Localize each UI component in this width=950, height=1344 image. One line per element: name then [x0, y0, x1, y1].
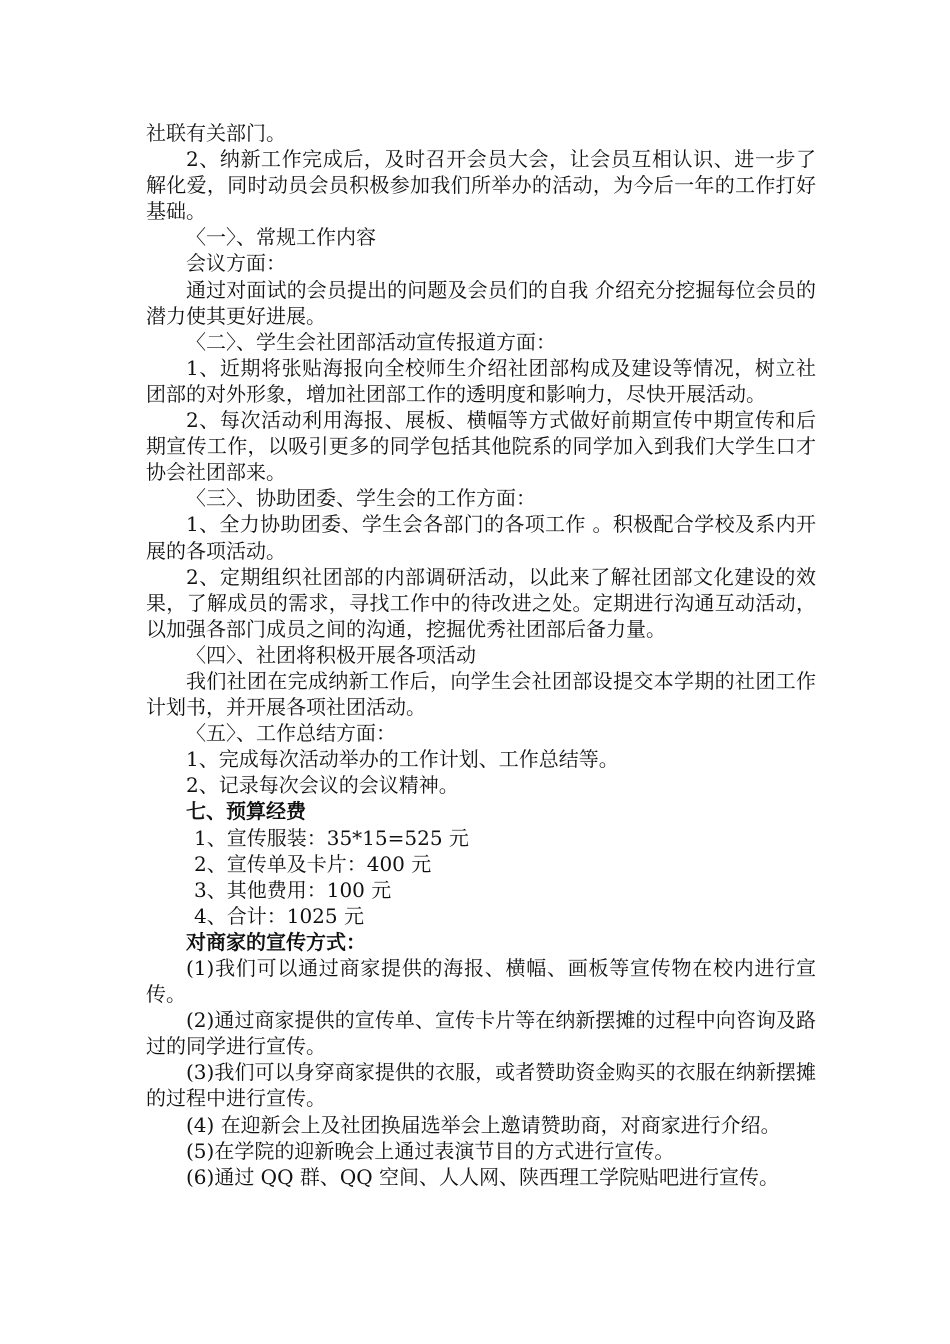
list-item: (6)通过 QQ 群、QQ 空间、人人网、陕西理工学院贴吧进行宣传。 [186, 1164, 779, 1189]
list-item: (1)我们可以通过商家提供的海报、横幅、画板等宣传物在校内进行宣传。 [146, 956, 816, 1007]
paragraph: 2、纳新工作完成后，及时召开会员大会，让会员互相认识、进一步了解化爱，同时动员会员积极参加我们所举办的活动，为今后一年的工作打好基础。 [146, 147, 816, 224]
paragraph: 1、近期将张贴海报向全校师生介绍社团部构成及建设等情况，树立社团部的对外形象，增加社团部工作的透明度和影响力，尽快开展活动。 [146, 355, 816, 406]
list-item: (4) 在迎新会上及社团换届选举会上邀请赞助商，对商家进行介绍。 [186, 1112, 781, 1137]
paragraph: 社联有关部门。 [146, 121, 286, 145]
budget-item: 1、宣传服装：35*15=525 元 [194, 825, 469, 850]
subheading: 会议方面： [186, 251, 286, 276]
promotion-heading: 对商家的宣传方式： [186, 929, 366, 954]
list-item: 1、完成每次活动举办的工作计划、工作总结等。 [186, 747, 619, 772]
list-item: (3)我们可以身穿商家提供的衣服，或者赞助资金购买的衣服在纳新摆摊的过程中进行宣传。 [146, 1060, 816, 1111]
budget-heading: 七、预算经费 [186, 799, 306, 824]
section-heading: 〈四〉、社团将积极开展各项活动 [186, 642, 476, 667]
paragraph: 通过对面试的会员提出的问题及会员们的自我 介绍充分挖掘每位会员的潜力使其更好进展。 [146, 277, 816, 328]
section-heading: 〈三〉、协助团委、学生会的工作方面： [186, 486, 536, 511]
document-page [146, 120, 816, 1190]
paragraph: 2、定期组织社团部的内部调研活动，以此来了解社团部文化建设的效果，了解成员的需求，寻找工作中的待改进之处。定期进行沟通互动活动，以加强各部门成员之间的沟通，挖掘优秀社团部后备力量。 [146, 564, 816, 641]
list-item: (2)通过商家提供的宣传单、宣传卡片等在纳新摆摊的过程中向咨询及路过的同学进行宣传。 [146, 1008, 816, 1059]
paragraph: 1、全力协助团委、学生会各部门的各项工作 。积极配合学校及系内开展的各项活动。 [146, 512, 816, 563]
list-item: 2、记录每次会议的会议精神。 [186, 773, 459, 798]
paragraph: 2、每次活动利用海报、展板、横幅等方式做好前期宣传中期宣传和后期宣传工作，以吸引更多的同学包括其他院系的同学加入到我们大学生口才协会社团部来。 [146, 408, 816, 485]
section-heading: 〈二〉、学生会社团部活动宣传报道方面： [186, 329, 556, 354]
budget-item: 2、宣传单及卡片：400 元 [194, 851, 432, 876]
budget-total: 4、合计：1025 元 [194, 903, 364, 928]
section-heading: 〈五〉、工作总结方面： [186, 721, 396, 746]
budget-item: 3、其他费用：100 元 [194, 877, 392, 902]
section-heading: 〈一〉、常规工作内容 [186, 225, 376, 250]
paragraph: 我们社团在完成纳新工作后，向学生会社团部设提交本学期的社团工作计划书，并开展各项社团活动。 [146, 668, 816, 720]
list-item: (5)在学院的迎新晚会上通过表演节目的方式进行宣传。 [186, 1138, 675, 1163]
